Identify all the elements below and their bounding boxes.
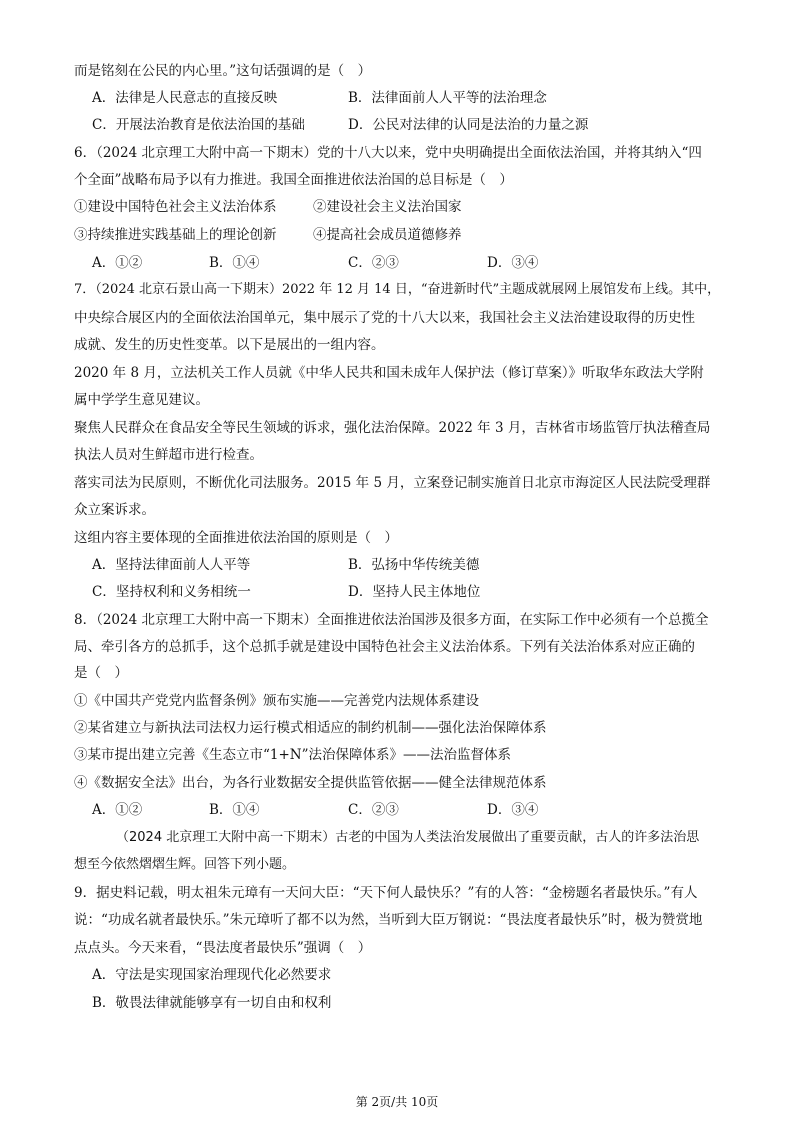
q6-stem-line1: 6．（2024 北京理工大附中高一下期末）党的十八大以来，党中央明确提出全面依法治国，并将其纳入“四 [74, 145, 702, 161]
q8-statement-3: ③某市提出建立完善《生态立市“1+N”法治保障体系》——法治监督体系 [74, 747, 512, 763]
q6-stem-line2: 个全面”战略布局予以有力推进。我国全面推进依法治国的总目标是（ ） [74, 172, 513, 188]
q7-stem-line2: 中央综合展区内的全面依法治国单元，集中展示了党的十八大以来，我国社会主义法治建设取得的历史性 [74, 310, 695, 326]
q8-option-b: B．①④ [209, 802, 260, 818]
q8-option-a: A．①② [92, 802, 143, 818]
q6-option-d: D．③④ [487, 255, 539, 271]
q8-statement-2: ②某省建立与新执法司法权力运行模式相适应的制约机制——强化法治保障体系 [74, 720, 547, 736]
q6-option-a: A．①② [92, 255, 143, 271]
q6-statement-3: ③持续推进实践基础上的理论创新 [74, 227, 277, 243]
q5-option-b: B．法律面前人人平等的法治理念 [348, 90, 547, 106]
q6-statement-1: ①建设中国特色社会主义法治体系 [74, 199, 277, 215]
q5-option-c: C．开展法治教育是依法治国的基础 [92, 117, 305, 133]
group-intro-line1: （2024 北京理工大附中高一下期末）古老的中国为人类法治发展做出了重要贡献，古人的许多法治思 [116, 830, 700, 845]
q7-option-b: B．弘扬中华传统美德 [348, 557, 480, 573]
q5-stem-tail: 而是铭刻在公民的内心里。”这句话强调的是（ ） [74, 63, 372, 79]
q7-material-1-line2: 属中学学生意见建议。 [74, 392, 209, 408]
q5-option-d: D．公民对法律的认同是法治的力量之源 [348, 117, 589, 133]
q8-statement-1: ①《中国共产党党内监督条例》颁布实施——完善党内法规体系建设 [74, 693, 479, 709]
q9-stem-line2: 说：“功成名就者最快乐。”朱元璋听了都不以为然，当听到大臣万钢说：“畏法度者最快乐”时，极为赞赏地 [74, 912, 703, 928]
q7-material-3-line2: 众立案诉求。 [74, 502, 155, 518]
q6-option-b: B．①④ [209, 255, 260, 271]
q8-option-c: C．②③ [348, 802, 399, 818]
q7-material-2-line2: 执法人员对生鲜超市进行检查。 [74, 447, 263, 463]
q7-option-c: C．坚持权利和义务相统一 [92, 584, 251, 600]
q9-stem-line3: 点点头。今天来看，“畏法度者最快乐”强调（ ） [74, 940, 372, 956]
group-intro-line2: 想至今依然熠熠生辉。回答下列小题。 [74, 857, 296, 872]
q8-statement-4: ④《数据安全法》出台，为各行业数据安全提供监管依据——健全法律规范体系 [74, 775, 547, 791]
q8-stem-line2: 局、牵引各方的总抓手，这个总抓手就是建设中国特色社会主义法治体系。下列有关法治体系对应正确的 [74, 639, 695, 655]
page-number-footer: 第 2页/共 10页 [355, 1095, 439, 1109]
q8-stem-line3: 是（ ） [74, 665, 128, 681]
q6-option-c: C．②③ [348, 255, 399, 271]
q7-stem-line1: 7．（2024 北京石景山高一下期末）2022 年 12 月 14 日，“奋进新时代”主题成就展网上展馆发布上线。其中， [74, 282, 721, 297]
q9-option-a: A．守法是实现国家治理现代化必然要求 [92, 967, 332, 983]
q7-material-3-line1: 落实司法为民原则，不断优化司法服务。2015 年 5 月，立案登记制实施首日北京市海淀区人民法院受理群 [74, 475, 711, 491]
q6-statement-2: ②建设社会主义法治国家 [313, 199, 462, 215]
q9-option-b: B．敬畏法律就能够享有一切自由和权利 [92, 995, 332, 1011]
q7-option-a: A．坚持法律面前人人平等 [92, 557, 251, 573]
q7-question: 这组内容主要体现的全面推进依法治国的原则是（ ） [74, 530, 398, 546]
q6-statement-4: ④提高社会成员道德修养 [313, 227, 462, 243]
q9-stem-line1: 9．据史料记载，明太祖朱元璋有一天问大臣：“天下何人最快乐？”有的人答：“金榜题名者最快乐。”有人 [74, 885, 698, 901]
q7-stem-line3: 成就、发生的历史性变革。以下是展出的一组内容。 [74, 337, 385, 353]
q7-option-d: D．坚持人民主体地位 [348, 584, 481, 600]
q8-option-d: D．③④ [487, 802, 539, 818]
q8-stem-line1: 8．（2024 北京理工大附中高一下期末）全面推进依法治国涉及很多方面，在实际工作中必须有一个总揽全 [74, 612, 709, 628]
q7-material-2-line1: 聚焦人民群众在食品安全等民生领域的诉求，强化法治保障。2022 年 3 月，吉林省市场监管厅执法稽查局 [74, 420, 711, 436]
q5-option-a: A．法律是人民意志的直接反映 [92, 90, 278, 106]
q7-material-1-line1: 2020 年 8 月，立法机关工作人员就《中华人民共和国未成年人保护法（修订草案）》听取华东政法大学附 [74, 365, 704, 381]
